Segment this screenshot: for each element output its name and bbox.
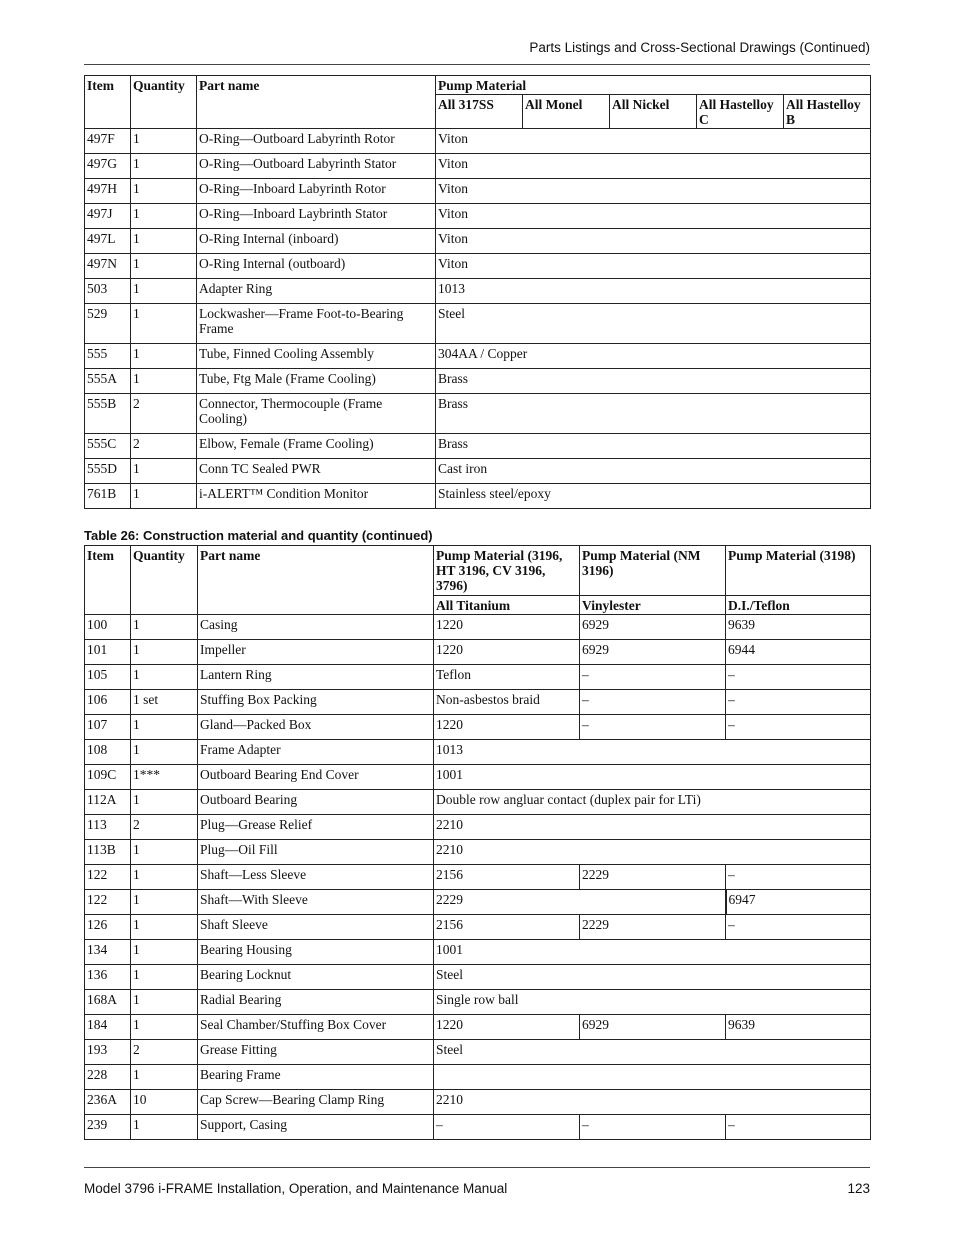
quantity-cell: 1: [131, 615, 198, 640]
table-row: [85, 765, 871, 790]
table-row: [85, 1065, 871, 1090]
item-cell: 497L: [85, 229, 131, 254]
material-cell: 2210: [434, 815, 871, 840]
part-name-cell: Casing: [198, 615, 434, 640]
item-cell: 136: [85, 965, 131, 990]
quantity-cell: 1: [131, 865, 198, 890]
material-cell: Viton: [436, 179, 871, 204]
quantity-cell: 1: [131, 279, 197, 304]
material-cell: Viton: [436, 129, 871, 154]
table-row: [85, 279, 871, 304]
material-cell: 6947: [726, 890, 871, 915]
quantity-cell: 2: [131, 815, 198, 840]
item-cell: 497G: [85, 154, 131, 179]
quantity-cell: 1: [131, 1065, 198, 1090]
quantity-cell: 1: [131, 1115, 198, 1140]
header-part-name: Part name: [197, 76, 436, 129]
table-row: [85, 815, 871, 840]
material-cell: 6929: [580, 1015, 726, 1040]
material-cell: 2210: [434, 1090, 871, 1115]
material-cell: 304AA / Copper: [436, 344, 871, 369]
quantity-cell: 1: [131, 204, 197, 229]
header-quantity: Quantity: [131, 546, 198, 615]
table-row: [85, 1090, 871, 1115]
quantity-cell: 1: [131, 890, 198, 915]
header-material-col: All Hastelloy C: [697, 95, 784, 129]
part-name-cell: Impeller: [198, 640, 434, 665]
quantity-cell: 1: [131, 344, 197, 369]
part-name-cell: Bearing Locknut: [198, 965, 434, 990]
material-cell: Double row angluar contact (duplex pair for LTi): [434, 790, 871, 815]
item-cell: 761B: [85, 484, 131, 509]
part-name-cell: Outboard Bearing: [198, 790, 434, 815]
table-row: [85, 459, 871, 484]
header-item: Item: [85, 546, 131, 615]
part-name-cell: O-Ring Internal (inboard): [197, 229, 436, 254]
header-quantity: Quantity: [131, 76, 197, 129]
quantity-cell: 1***: [131, 765, 198, 790]
item-cell: 503: [85, 279, 131, 304]
part-name-cell: Gland—Packed Box: [198, 715, 434, 740]
material-cell: Brass: [436, 369, 871, 394]
header-rule: [84, 64, 870, 65]
table-row: [85, 615, 871, 640]
material-cell: 1013: [434, 740, 871, 765]
header-material-col: All Hastelloy B: [784, 95, 871, 129]
quantity-cell: 1: [131, 369, 197, 394]
table-row: [85, 369, 871, 394]
material-cell: –: [726, 1115, 871, 1140]
table-row: [85, 179, 871, 204]
item-cell: 529: [85, 304, 131, 344]
part-name-cell: O-Ring—Outboard Labyrinth Stator: [197, 154, 436, 179]
material-cell: 1001: [434, 940, 871, 965]
table-row: [85, 254, 871, 279]
material-cell: –: [726, 915, 871, 940]
item-cell: 122: [85, 890, 131, 915]
item-cell: 497F: [85, 129, 131, 154]
table-row: [85, 740, 871, 765]
item-cell: 107: [85, 715, 131, 740]
item-cell: 134: [85, 940, 131, 965]
table-row: [85, 890, 871, 915]
quantity-cell: 1: [131, 740, 198, 765]
material-cell: 2156: [434, 915, 580, 940]
material-cell: –: [580, 690, 726, 715]
footer-rule: [84, 1167, 870, 1168]
header-sub-a: All Titanium: [434, 596, 580, 615]
table-row: [85, 204, 871, 229]
table-caption: Table 26: Construction material and quantity (continued): [84, 528, 433, 543]
part-name-cell: O-Ring Internal (outboard): [197, 254, 436, 279]
table-row: [85, 690, 871, 715]
table-row: [85, 940, 871, 965]
material-cell: [434, 1065, 871, 1090]
material-cell: 1220: [434, 1015, 580, 1040]
quantity-cell: 1: [131, 640, 198, 665]
part-name-cell: Support, Casing: [198, 1115, 434, 1140]
header-material-col: All 317SS: [436, 95, 523, 129]
material-cell: Single row ball: [434, 990, 871, 1015]
part-name-cell: Elbow, Female (Frame Cooling): [197, 434, 436, 459]
quantity-cell: 1: [131, 790, 198, 815]
table-row: [85, 790, 871, 815]
part-name-cell: Bearing Housing: [198, 940, 434, 965]
material-cell: 2229: [434, 890, 726, 915]
item-cell: 193: [85, 1040, 131, 1065]
quantity-cell: 1: [131, 254, 197, 279]
item-cell: 101: [85, 640, 131, 665]
item-cell: 122: [85, 865, 131, 890]
table-row: [85, 715, 871, 740]
table-row: [85, 344, 871, 369]
part-name-cell: Lantern Ring: [198, 665, 434, 690]
material-cell: 1220: [434, 615, 580, 640]
material-cell: 1220: [434, 640, 580, 665]
material-cell: 2156: [434, 865, 580, 890]
header-material-group-b: Pump Material (NM 3196): [580, 546, 726, 596]
quantity-cell: 1 set: [131, 690, 198, 715]
table-row: [85, 304, 871, 344]
part-name-cell: O-Ring—Inboard Labyrinth Rotor: [197, 179, 436, 204]
item-cell: 497N: [85, 254, 131, 279]
item-cell: 555: [85, 344, 131, 369]
material-cell: –: [726, 715, 871, 740]
material-cell: Viton: [436, 154, 871, 179]
part-name-cell: Tube, Ftg Male (Frame Cooling): [197, 369, 436, 394]
material-cell: 9639: [726, 1015, 871, 1040]
item-cell: 112A: [85, 790, 131, 815]
quantity-cell: 1: [131, 154, 197, 179]
footer-manual-title: Model 3796 i-FRAME Installation, Operation, and Maintenance Manual: [84, 1181, 508, 1196]
part-name-cell: Bearing Frame: [198, 1065, 434, 1090]
header-material-col: All Nickel: [610, 95, 697, 129]
table-row: [85, 965, 871, 990]
quantity-cell: 2: [131, 394, 197, 434]
header-material-col: All Monel: [523, 95, 610, 129]
item-cell: 239: [85, 1115, 131, 1140]
material-cell: Brass: [436, 394, 871, 434]
quantity-cell: 1: [131, 665, 198, 690]
part-name-cell: Plug—Oil Fill: [198, 840, 434, 865]
quantity-cell: 1: [131, 715, 198, 740]
table-row: [85, 990, 871, 1015]
quantity-cell: 1: [131, 965, 198, 990]
part-name-cell: O-Ring—Inboard Laybrinth Stator: [197, 204, 436, 229]
part-name-cell: Grease Fitting: [198, 1040, 434, 1065]
parts-table-continued: [84, 75, 871, 509]
material-cell: –: [434, 1115, 580, 1140]
part-name-cell: Shaft—Less Sleeve: [198, 865, 434, 890]
part-name-cell: Conn TC Sealed PWR: [197, 459, 436, 484]
material-cell: –: [580, 665, 726, 690]
item-cell: 109C: [85, 765, 131, 790]
header-pump-material: Pump Material: [436, 76, 871, 95]
material-cell: 6929: [580, 615, 726, 640]
table-row: [85, 1115, 871, 1140]
material-cell: 2229: [580, 915, 726, 940]
part-name-cell: Radial Bearing: [198, 990, 434, 1015]
running-header: Parts Listings and Cross-Sectional Drawings (Continued): [529, 40, 870, 55]
material-cell: 1001: [434, 765, 871, 790]
material-cell: Stainless steel/epoxy: [436, 484, 871, 509]
material-cell: 6929: [580, 640, 726, 665]
item-cell: 497H: [85, 179, 131, 204]
item-cell: 108: [85, 740, 131, 765]
material-cell: Cast iron: [436, 459, 871, 484]
item-cell: 184: [85, 1015, 131, 1040]
item-cell: 555C: [85, 434, 131, 459]
header-sub-c: D.I./Teflon: [726, 596, 871, 615]
material-cell: Steel: [434, 965, 871, 990]
material-cell: –: [580, 1115, 726, 1140]
material-cell: –: [726, 865, 871, 890]
part-name-cell: Connector, Thermocouple (Frame Cooling): [197, 394, 436, 434]
part-name-cell: Outboard Bearing End Cover: [198, 765, 434, 790]
material-cell: Steel: [434, 1040, 871, 1065]
part-name-cell: Stuffing Box Packing: [198, 690, 434, 715]
item-cell: 555A: [85, 369, 131, 394]
part-name-cell: Tube, Finned Cooling Assembly: [197, 344, 436, 369]
quantity-cell: 2: [131, 434, 197, 459]
table-row: [85, 1040, 871, 1065]
construction-material-table: [84, 545, 871, 1140]
material-cell: Viton: [436, 204, 871, 229]
header-material-group-c: Pump Material (3198): [726, 546, 871, 596]
part-name-cell: Cap Screw—Bearing Clamp Ring: [198, 1090, 434, 1115]
part-name-cell: O-Ring—Outboard Labyrinth Rotor: [197, 129, 436, 154]
material-cell: Teflon: [434, 665, 580, 690]
quantity-cell: 10: [131, 1090, 198, 1115]
material-cell: Viton: [436, 254, 871, 279]
quantity-cell: 1: [131, 990, 198, 1015]
material-cell: Viton: [436, 229, 871, 254]
part-name-cell: i-ALERT™ Condition Monitor: [197, 484, 436, 509]
material-cell: –: [580, 715, 726, 740]
material-cell: 9639: [726, 615, 871, 640]
quantity-cell: 1: [131, 229, 197, 254]
table-row: [85, 640, 871, 665]
item-cell: 168A: [85, 990, 131, 1015]
part-name-cell: Lockwasher—Frame Foot-to-Bearing Frame: [197, 304, 436, 344]
table-row: [85, 229, 871, 254]
item-cell: 497J: [85, 204, 131, 229]
item-cell: 228: [85, 1065, 131, 1090]
header-sub-b: Vinylester: [580, 596, 726, 615]
quantity-cell: 1: [131, 304, 197, 344]
material-cell: Brass: [436, 434, 871, 459]
table-row: [85, 915, 871, 940]
material-cell: 1013: [436, 279, 871, 304]
part-name-cell: Frame Adapter: [198, 740, 434, 765]
table-row: [85, 394, 871, 434]
quantity-cell: 1: [131, 940, 198, 965]
table-row: [85, 840, 871, 865]
table-row: [85, 865, 871, 890]
table-row: [85, 434, 871, 459]
part-name-cell: Shaft Sleeve: [198, 915, 434, 940]
quantity-cell: 2: [131, 1040, 198, 1065]
material-cell: 2210: [434, 840, 871, 865]
item-cell: 113B: [85, 840, 131, 865]
table-row: [85, 1015, 871, 1040]
part-name-cell: Adapter Ring: [197, 279, 436, 304]
table-row: [85, 154, 871, 179]
quantity-cell: 1: [131, 484, 197, 509]
material-cell: 2229: [580, 865, 726, 890]
quantity-cell: 1: [131, 129, 197, 154]
quantity-cell: 1: [131, 915, 198, 940]
item-cell: 555D: [85, 459, 131, 484]
part-name-cell: Shaft—With Sleeve: [198, 890, 434, 915]
header-material-group-a: Pump Material (3196, HT 3196, CV 3196, 3796): [434, 546, 580, 596]
table-row: [85, 129, 871, 154]
material-cell: –: [726, 665, 871, 690]
part-name-cell: Seal Chamber/Stuffing Box Cover: [198, 1015, 434, 1040]
quantity-cell: 1: [131, 840, 198, 865]
item-cell: 126: [85, 915, 131, 940]
quantity-cell: 1: [131, 179, 197, 204]
item-cell: 105: [85, 665, 131, 690]
header-item: Item: [85, 76, 131, 129]
footer-page-number: 123: [847, 1181, 870, 1196]
quantity-cell: 1: [131, 1015, 198, 1040]
part-name-cell: Plug—Grease Relief: [198, 815, 434, 840]
item-cell: 100: [85, 615, 131, 640]
material-cell: Non-asbestos braid: [434, 690, 580, 715]
material-cell: Steel: [436, 304, 871, 344]
item-cell: 113: [85, 815, 131, 840]
material-cell: –: [726, 690, 871, 715]
table-row: [85, 665, 871, 690]
material-cell: 1220: [434, 715, 580, 740]
material-cell: 6944: [726, 640, 871, 665]
item-cell: 236A: [85, 1090, 131, 1115]
item-cell: 555B: [85, 394, 131, 434]
table-row: [85, 484, 871, 509]
header-part-name: Part name: [198, 546, 434, 615]
quantity-cell: 1: [131, 459, 197, 484]
item-cell: 106: [85, 690, 131, 715]
